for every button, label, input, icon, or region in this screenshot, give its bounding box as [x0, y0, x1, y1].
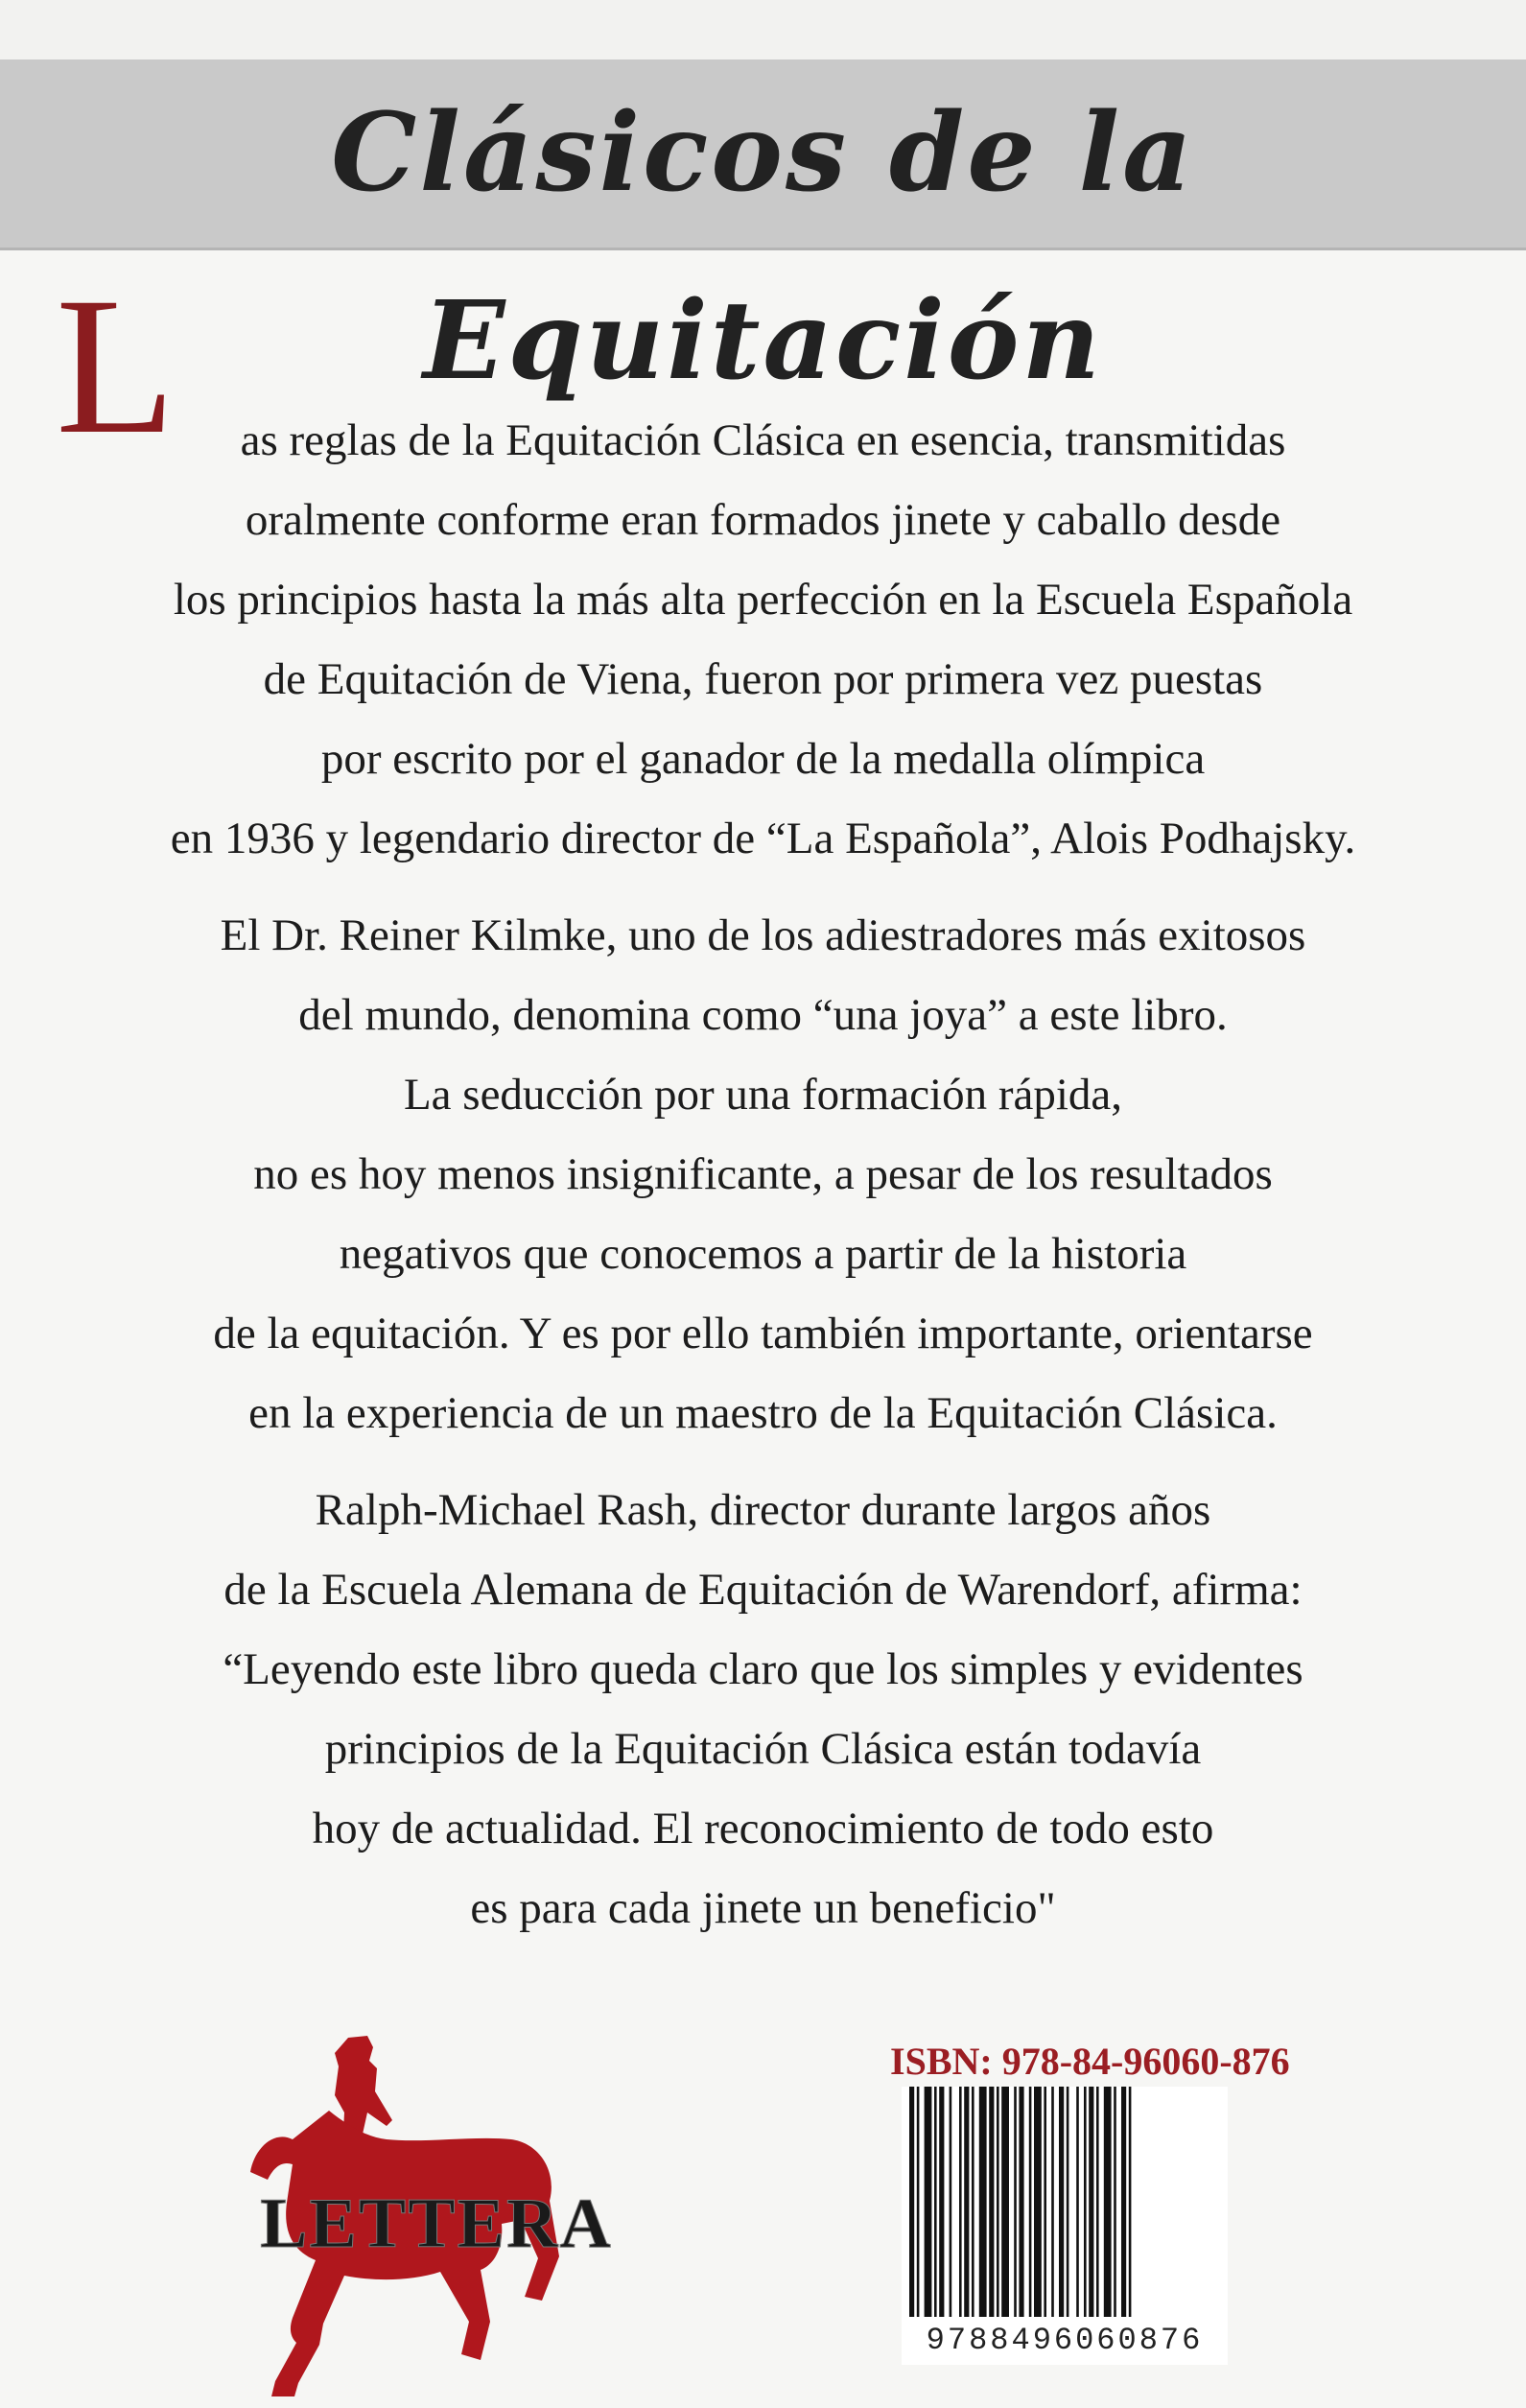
barcode-bar	[1084, 2087, 1087, 2317]
barcode-bars-icon	[909, 2087, 1220, 2317]
top-strip	[0, 0, 1526, 59]
barcode-bar	[925, 2087, 932, 2317]
barcode-bar	[939, 2087, 944, 2317]
barcode-bar	[964, 2087, 969, 2317]
barcode-bar	[1104, 2087, 1112, 2317]
text-line: de la Escuela Alemana de Equitación de Warendorf, afirma:	[223, 1565, 1303, 1615]
text-line: principios de la Equitación Clásica están todavía	[324, 1724, 1202, 1774]
barcode-bar	[1029, 2087, 1032, 2317]
series-banner	[0, 59, 1526, 404]
text-line: en la experiencia de un maestro de la Equitación Clásica.	[248, 1388, 1278, 1438]
barcode-bar	[1089, 2087, 1093, 2317]
barcode-bar	[1129, 2087, 1132, 2317]
barcode-bar	[1067, 2087, 1069, 2317]
text-line: los principios hasta la más alta perfección en la Escuela Española	[173, 575, 1353, 625]
text-line: La seducción por una formación rápida,	[403, 1070, 1123, 1120]
barcode-bar	[1019, 2087, 1023, 2317]
text-line: en 1936 y legendario director de “La Española”, Alois Podhajsky.	[170, 814, 1356, 863]
barcode-bar	[917, 2087, 920, 2317]
barcode-bar	[909, 2087, 914, 2317]
text-line: as reglas de la Equitación Clásica en esencia, transmitidas	[240, 415, 1286, 465]
barcode	[902, 2087, 1228, 2365]
drop-cap: L	[56, 257, 176, 475]
text-line: hoy de actualidad. El reconocimiento de todo esto	[312, 1804, 1214, 1853]
publisher-name: LETTERA	[260, 2184, 613, 2263]
barcode-bar	[1114, 2087, 1116, 2317]
barcode-bar	[1121, 2087, 1126, 2317]
paragraph-2	[19, 896, 1507, 1453]
barcode-bar	[1014, 2087, 1017, 2317]
text-line: es para cada jinete un beneficio"	[470, 1883, 1056, 1933]
series-title: Clásicos de la Equitación	[331, 90, 1195, 404]
barcode-bar	[979, 2087, 987, 2317]
barcode-bar	[989, 2087, 994, 2317]
barcode-bar	[1076, 2087, 1079, 2317]
barcode-bar	[997, 2087, 999, 2317]
barcode-bar	[950, 2087, 952, 2317]
barcode-bar	[972, 2087, 974, 2317]
barcode-bar	[934, 2087, 937, 2317]
horse-rider-icon	[235, 2034, 638, 2398]
barcode-bar	[1044, 2087, 1046, 2317]
text-line: “Leyendo este libro queda claro que los simples y evidentes	[223, 1644, 1303, 1694]
text-line: negativos que conocemos a partir de la historia	[339, 1229, 1187, 1279]
barcode-bar	[1096, 2087, 1099, 2317]
text-line: El Dr. Reiner Kilmke, uno de los adiestradores más exitosos	[220, 910, 1306, 960]
text-line: de la equitación. Y es por ello también importante, orientarse	[213, 1309, 1313, 1358]
text-line: del mundo, denomina como “una joya” a este libro.	[298, 990, 1228, 1040]
paragraph-3	[19, 1471, 1507, 1948]
text-line: no es hoy menos insignificante, a pesar de los resultados	[253, 1149, 1273, 1199]
text-line: oralmente conforme eran formados jinete y caballo desde	[245, 495, 1281, 545]
back-cover-text	[19, 288, 1507, 1948]
publisher-logo	[235, 2034, 638, 2398]
barcode-bar	[1051, 2087, 1054, 2317]
text-line: por escrito por el ganador de la medalla olímpica	[320, 734, 1206, 784]
barcode-bar	[959, 2087, 962, 2317]
text-line: Ralph-Michael Rash, director durante largos años	[315, 1485, 1211, 1535]
paragraph-1	[19, 401, 1507, 879]
barcode-bar	[1059, 2087, 1064, 2317]
isbn-label: ISBN: 978-84-96060-876	[890, 2040, 1290, 2083]
text-line: de Equitación de Viena, fueron por primera vez puestas	[263, 654, 1263, 704]
barcode-bar	[1001, 2087, 1009, 2317]
barcode-number: 9788496060876	[926, 2323, 1204, 2358]
barcode-bar	[1034, 2087, 1042, 2317]
